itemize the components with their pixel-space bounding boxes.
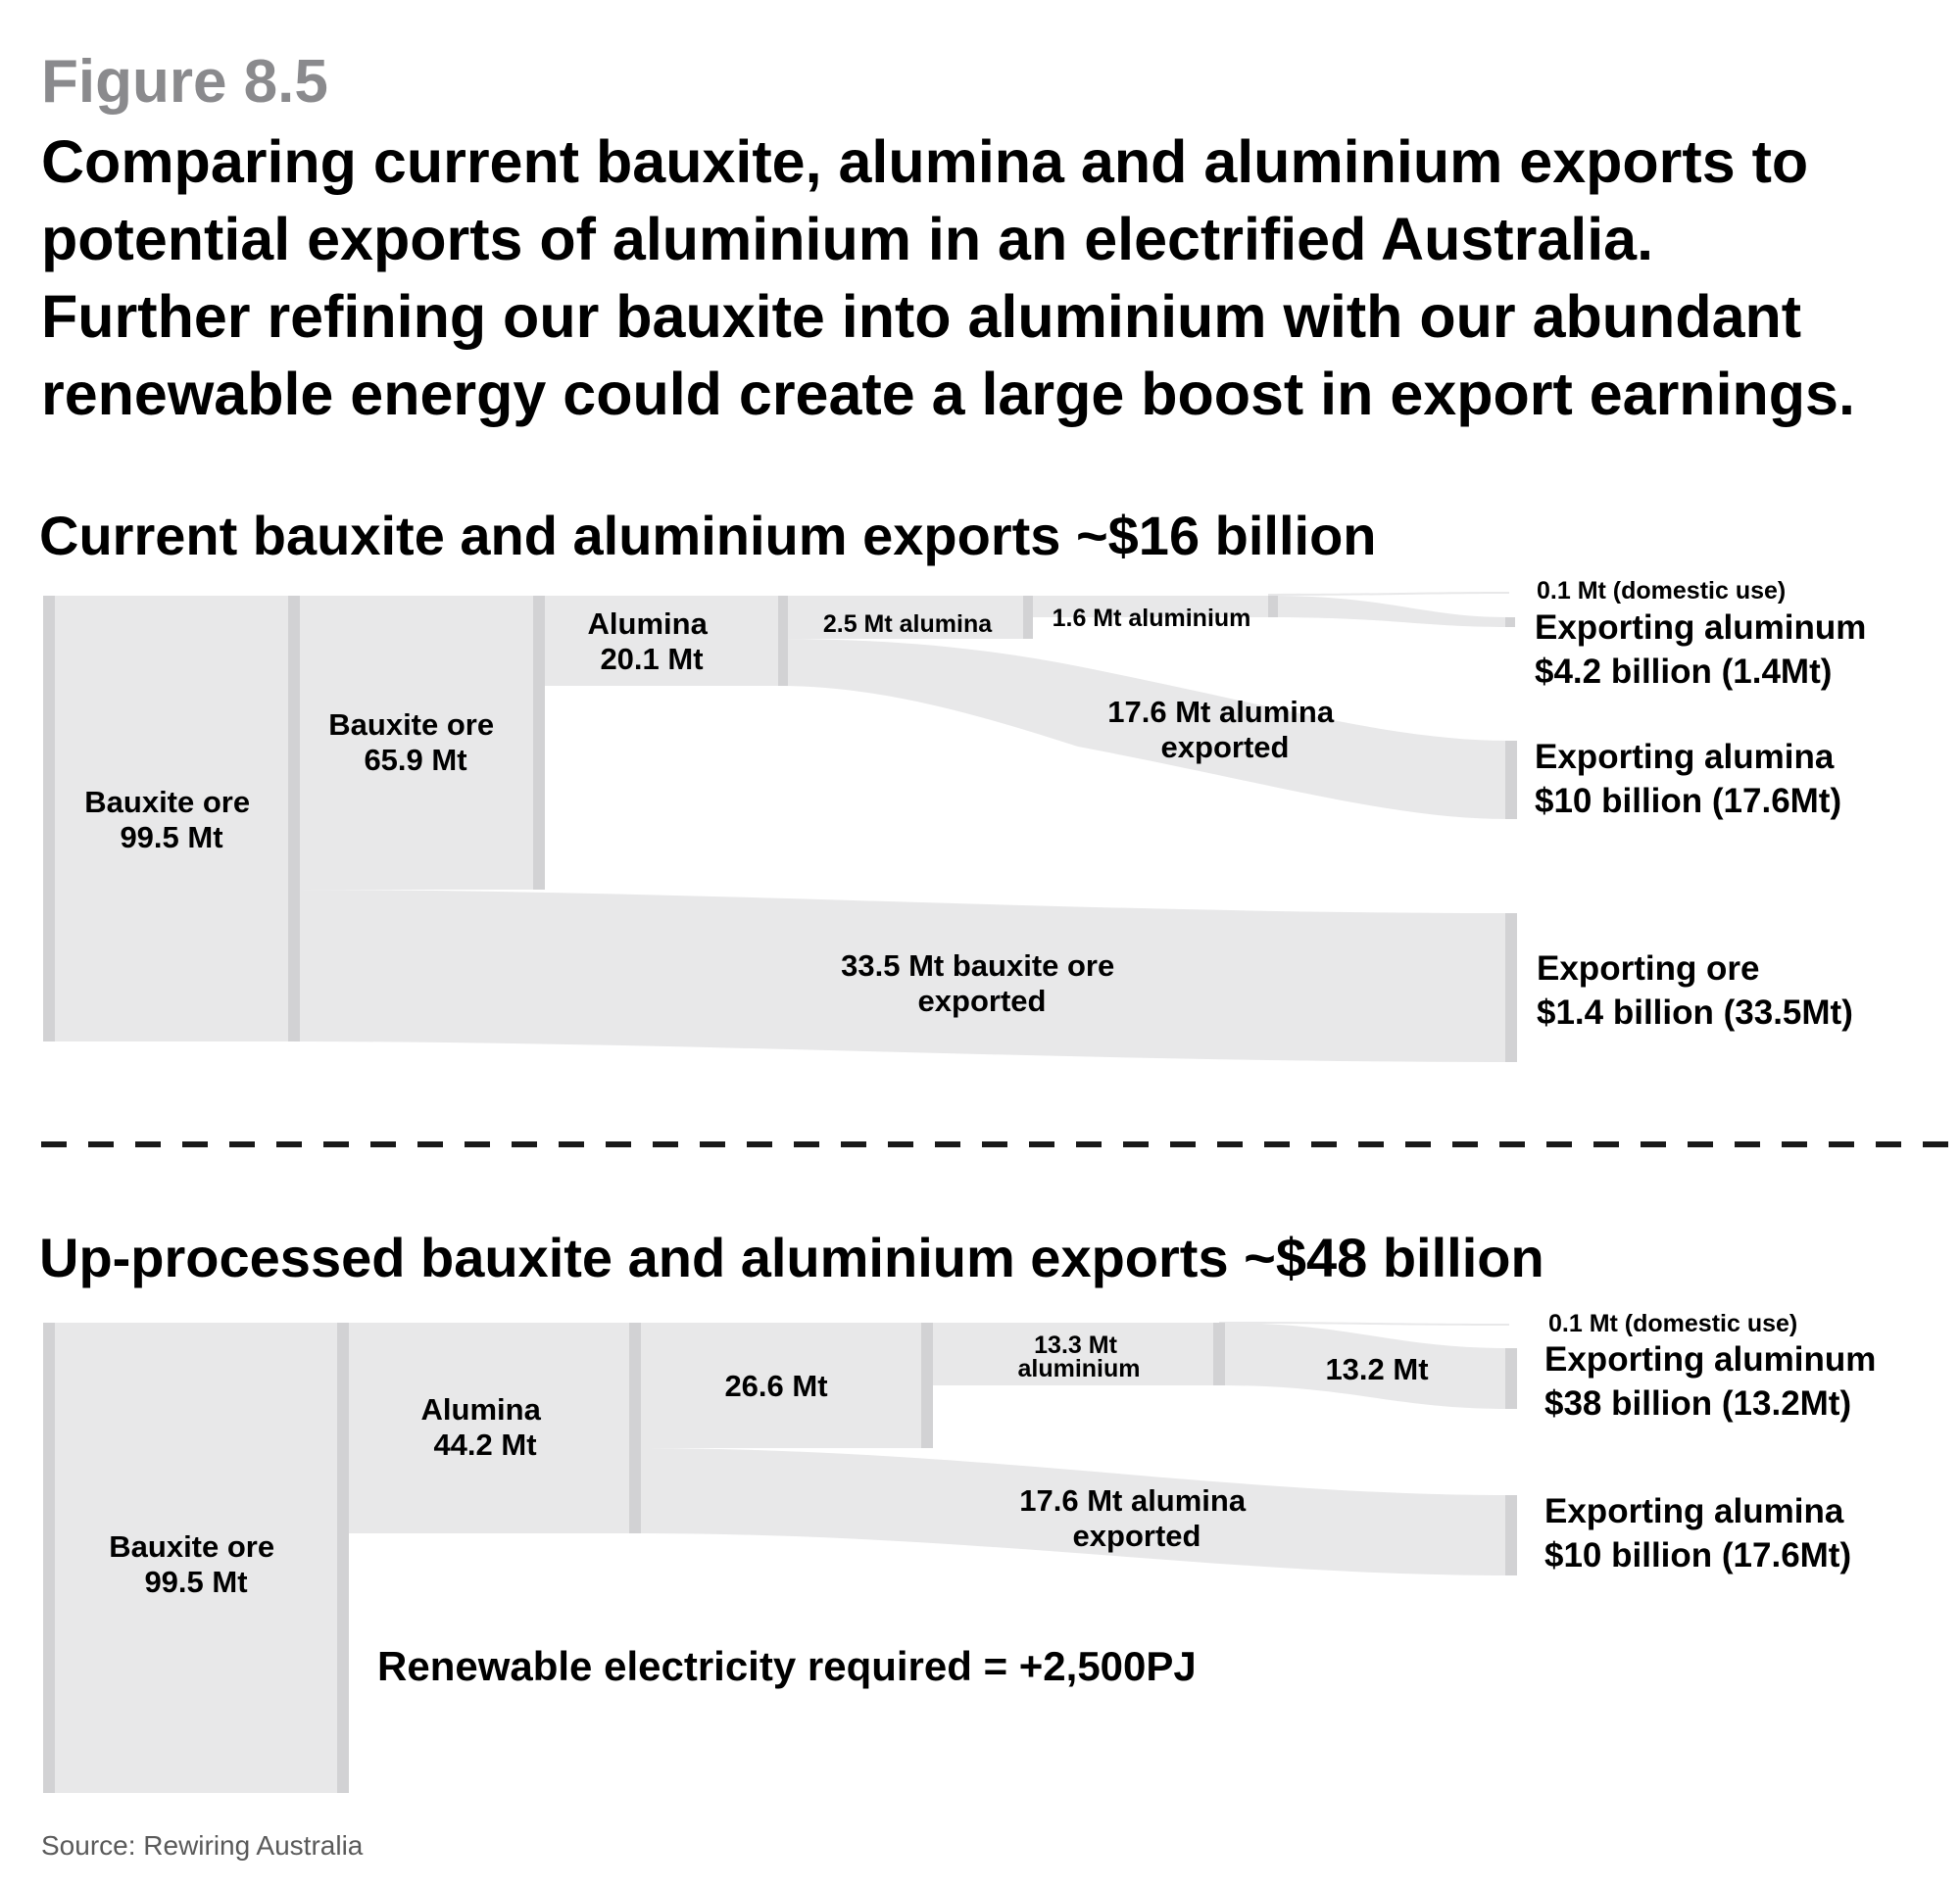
current-flow-alumina-exported-label: 17.6 Mt alumina exported [1107, 695, 1335, 764]
current-outputs [1535, 577, 1876, 1032]
current-node-bar-bauxite-refined [288, 596, 300, 1041]
current-flow-alumina-to-smelter-label: 2.5 Mt alumina [822, 610, 993, 638]
energy-note: Renewable electricity required = +2,500PJ [377, 1643, 1197, 1689]
current-node-bar-out-aluminium [1505, 617, 1515, 627]
up-node-bar-out-aluminium [1505, 1348, 1517, 1409]
up-node-bar-out-alumina [1505, 1495, 1517, 1575]
current-flow-ore-exported-label: 33.5 Mt bauxite ore exported [841, 948, 1115, 1018]
current-node-bar-smelter [1023, 596, 1033, 639]
source-note: Source: Rewiring Australia [41, 1830, 364, 1861]
headline-line-1: Comparing current bauxite, alumina and aluminium exports to [41, 128, 1809, 195]
current-out-ore: Exporting ore $1.4 billion (33.5Mt) [1537, 949, 1853, 1032]
up-node-alumina-label: Alumina 44.2 Mt [420, 1392, 541, 1462]
up-node-aluminium-label: 13.3 Mt aluminium [1017, 1332, 1141, 1382]
up-node-alumina-to-smelter-label: 26.6 Mt [724, 1369, 828, 1403]
upprocessed-outputs [1544, 1310, 1886, 1574]
current-node-bar-bauxite-total [43, 596, 55, 1041]
current-flow-alumina-exported [778, 639, 1509, 819]
current-out-domestic: 0.1 Mt (domestic use) [1537, 577, 1787, 605]
up-flow-alumina-exported-label: 17.6 Mt alumina exported [1019, 1483, 1247, 1553]
up-node-bar-bauxite-total [43, 1323, 55, 1793]
up-node-bauxite-total-label: Bauxite ore 99.5 Mt [109, 1529, 275, 1599]
up-node-bar-alumina-split [629, 1323, 641, 1533]
upprocessed-title: Up-processed bauxite and aluminium exports ~$48 billion [39, 1227, 1544, 1288]
up-out-domestic: 0.1 Mt (domestic use) [1548, 1310, 1798, 1337]
current-flow-aluminium-export [1268, 596, 1509, 627]
current-title: Current bauxite and aluminium exports ~$16 billion [39, 505, 1377, 566]
current-out-aluminium: Exporting aluminum $4.2 billion (1.4Mt) [1535, 608, 1867, 691]
current-node-bar-out-alumina [1505, 741, 1517, 819]
headline-line-2: potential exports of aluminium in an electrified Australia. [41, 206, 1654, 272]
current-flow-aluminium-label: 1.6 Mt aluminium [1052, 605, 1251, 632]
current-node-bauxite-refined-label: Bauxite ore 65.9 Mt [328, 707, 495, 777]
current-node-bar-alumina [533, 596, 545, 890]
current-node-bauxite-total-label: Bauxite ore 99.5 Mt [84, 785, 251, 854]
current-out-alumina: Exporting alumina $10 billion (17.6Mt) [1535, 738, 1842, 820]
current-flow-domestic [1268, 592, 1509, 596]
headline-line-3: Further refining our bauxite into aluminium with our abundant [41, 283, 1802, 350]
up-out-aluminium: Exporting aluminum $38 billion (13.2Mt) [1544, 1340, 1877, 1423]
current-node-bar-out-ore [1505, 913, 1517, 1062]
current-flows [43, 592, 1509, 1062]
up-node-bar-smelter [921, 1323, 933, 1448]
up-out-alumina: Exporting alumina $10 billion (17.6Mt) [1544, 1492, 1852, 1574]
up-node-bar-aluminium [1213, 1323, 1225, 1385]
figure-label: Figure 8.5 [41, 48, 328, 116]
up-node-aluminium-export-label: 13.2 Mt [1325, 1352, 1429, 1386]
current-node-alumina-label: Alumina 20.1 Mt [587, 606, 708, 676]
current-node-bar-aluminium [1268, 596, 1278, 617]
up-node-bar-alumina [337, 1323, 349, 1793]
current-node-bar-alumina-split [778, 596, 788, 686]
headline-line-4: renewable energy could create a large boost in export earnings. [41, 361, 1855, 427]
